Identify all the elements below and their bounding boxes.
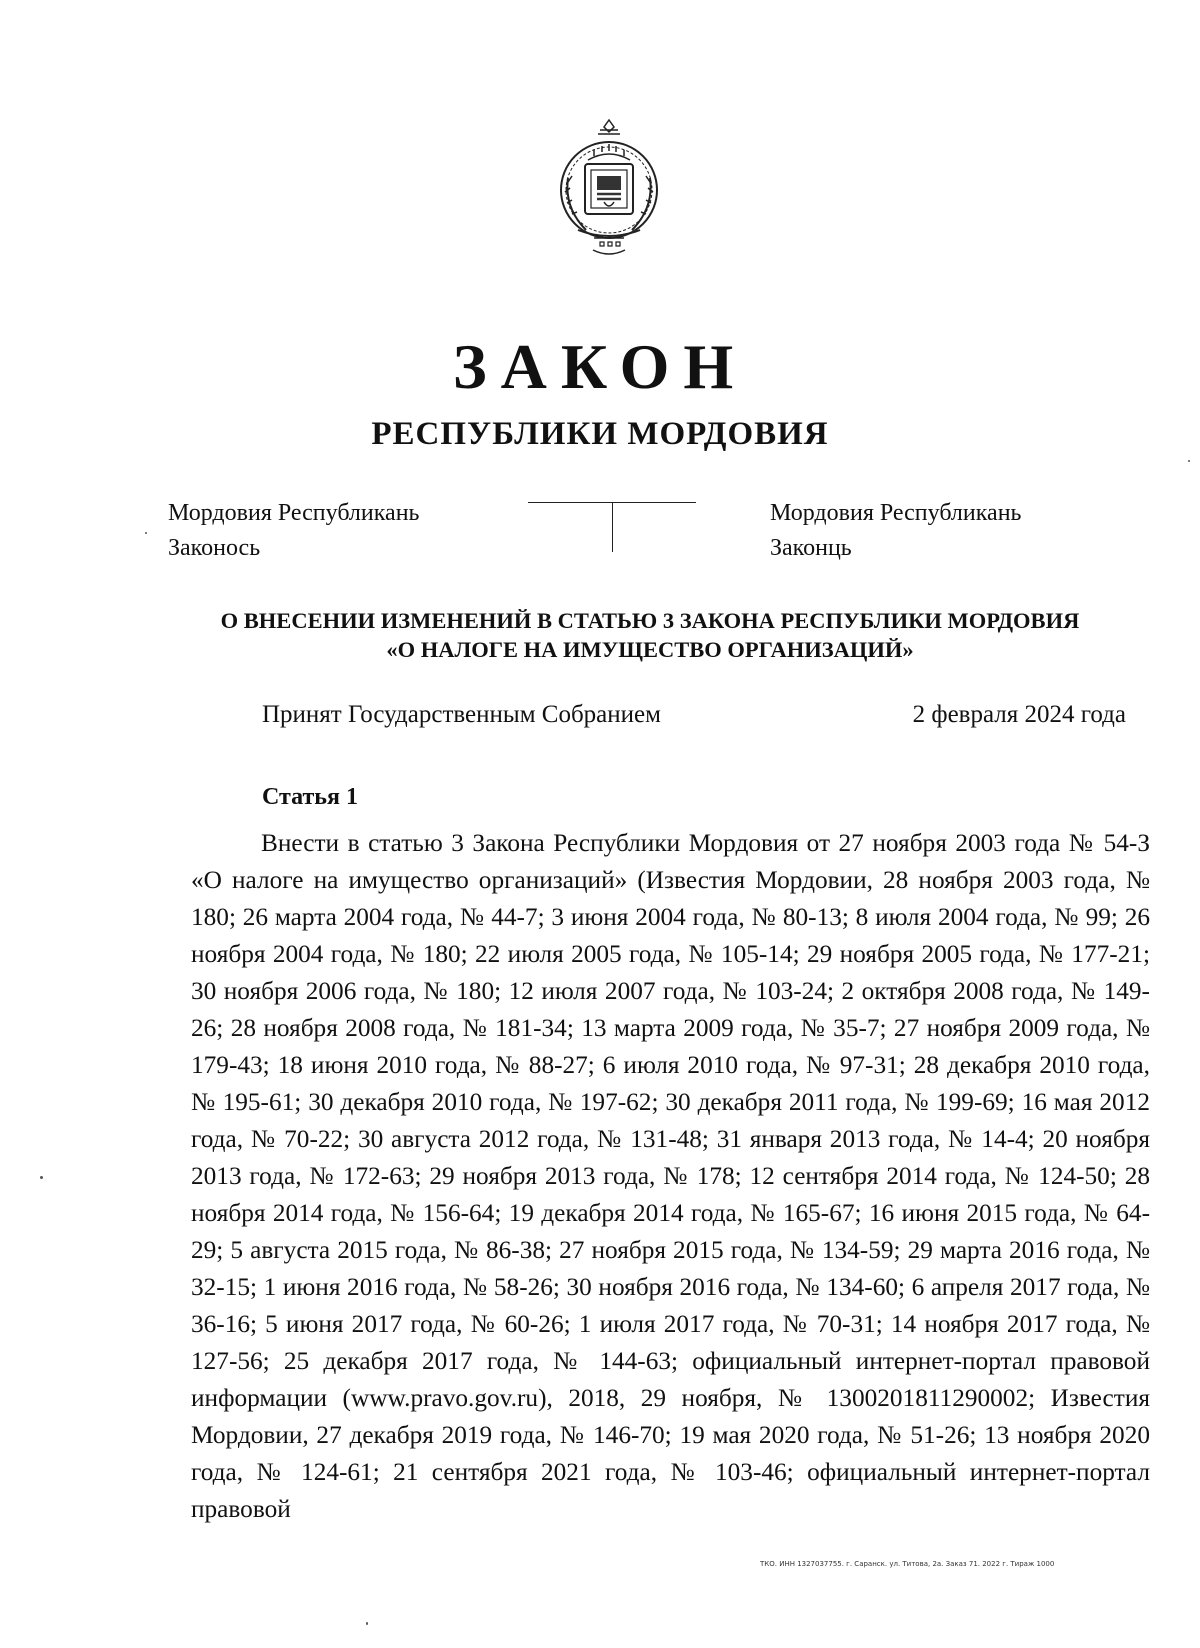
scan-speck bbox=[366, 1622, 368, 1625]
header-divider-vertical bbox=[612, 502, 613, 552]
right-caption-line-1: Мордовия Республикань bbox=[770, 500, 1022, 526]
scan-speck bbox=[40, 1176, 43, 1179]
adopted-by: Принят Государственным Собранием bbox=[262, 701, 661, 728]
scan-speck bbox=[1188, 460, 1190, 462]
adopted-date: 2 февраля 2024 года bbox=[912, 701, 1126, 728]
scan-speck bbox=[145, 532, 147, 534]
coat-of-arms-emblem bbox=[548, 118, 670, 260]
left-caption-line-1: Мордовия Республикань bbox=[168, 500, 420, 526]
article-heading: Статья 1 bbox=[262, 784, 358, 810]
right-caption-line-2: Законць bbox=[770, 535, 852, 561]
left-caption-line-2: Законось bbox=[168, 535, 261, 561]
document-title bbox=[150, 606, 1150, 664]
printer-imprint: ТКО. ИНН 1327037755. г. Саранск. ул. Титова, 2а. Заказ 71. 2022 г. Тираж 1000 bbox=[760, 1560, 1055, 1568]
document-title-line-1: О ВНЕСЕНИИ ИЗМЕНЕНИЙ В СТАТЬЮ 3 ЗАКОНА РЕСПУБЛИКИ МОРДОВИЯ bbox=[220, 608, 1080, 633]
document-title-line-2: «О НАЛОГЕ НА ИМУЩЕСТВО ОРГАНИЗАЦИЙ» bbox=[386, 637, 914, 662]
law-title: ЗАКОН bbox=[452, 331, 748, 402]
article-paragraph: Внести в статью 3 Закона Республики Мордовия от 27 ноября 2003 года № 54-З «О налоге на имущество организаций» (Известия Мордовии, 28 ноября 2003 года, № 180; 26 марта 2004 года, № 44-7; 3 июня 2004 года, № 80-13; 8 июля 2004 года, № 99; 26 ноября 2004 года, № 180; 22 июля 2005 года, № 105-14; 29 ноября 2005 года, № 177-21; 30 ноября 2006 года, № 180; 12 июля 2007 года, № 103-24; 2 октября 2008 года, № 149-26; 28 ноября 2008 года, № 181-34; 13 марта 2009 года, № 35-7; 27 ноября 2009 года, № 179-43; 18 июня 2010 года, № 88-27; 6 июля 2010 года, № 97-31; 28 декабря 2010 года, № 195-61; 30 декабря 2010 года, № 197-62; 30 декабря 2011 года, № 199-69; 16 мая 2012 года, № 70-22; 30 августа 2012 года, № 131-48; 31 января 2013 года, № 14-4; 20 ноября 2013 года, № 172-63; 29 ноября 2013 года, № 178; 12 сентября 2014 года, № 124-50; 28 ноября 2014 года, № 156-64; 19 декабря 2014 года, № 165-67; 16 июня 2015 года, № 64-29; 5 августа 2015 года, № 86-38; 27 ноября 2015 года, № 134-59; 29 марта 2016 года, № 32-15; 1 июня 2016 года, № 58-26; 30 ноября 2016 года, № 134-60; 6 апреля 2017 года, № 36-16; 5 июня 2017 года, № 60-26; 1 июля 2017 года, № 70-31; 14 ноября 2017 года, № 127-56; 25 декабря 2017 года, № 144-63; официальный интернет-портал правовой информации (www.pravo.gov.ru), 2018, 29 ноября, № 1300201811290002; Известия Мордовии, 27 декабря 2019 года, № 146-70; 19 мая 2020 года, № 51-26; 13 ноября 2020 года, № 124-61; 21 сентября 2021 года, № 103-46; официальный интернет-портал правовой bbox=[191, 829, 1150, 1523]
law-subtitle: РЕСПУБЛИКИ МОРДОВИЯ bbox=[371, 416, 829, 452]
left-caption bbox=[168, 496, 419, 566]
right-caption bbox=[770, 496, 1021, 566]
